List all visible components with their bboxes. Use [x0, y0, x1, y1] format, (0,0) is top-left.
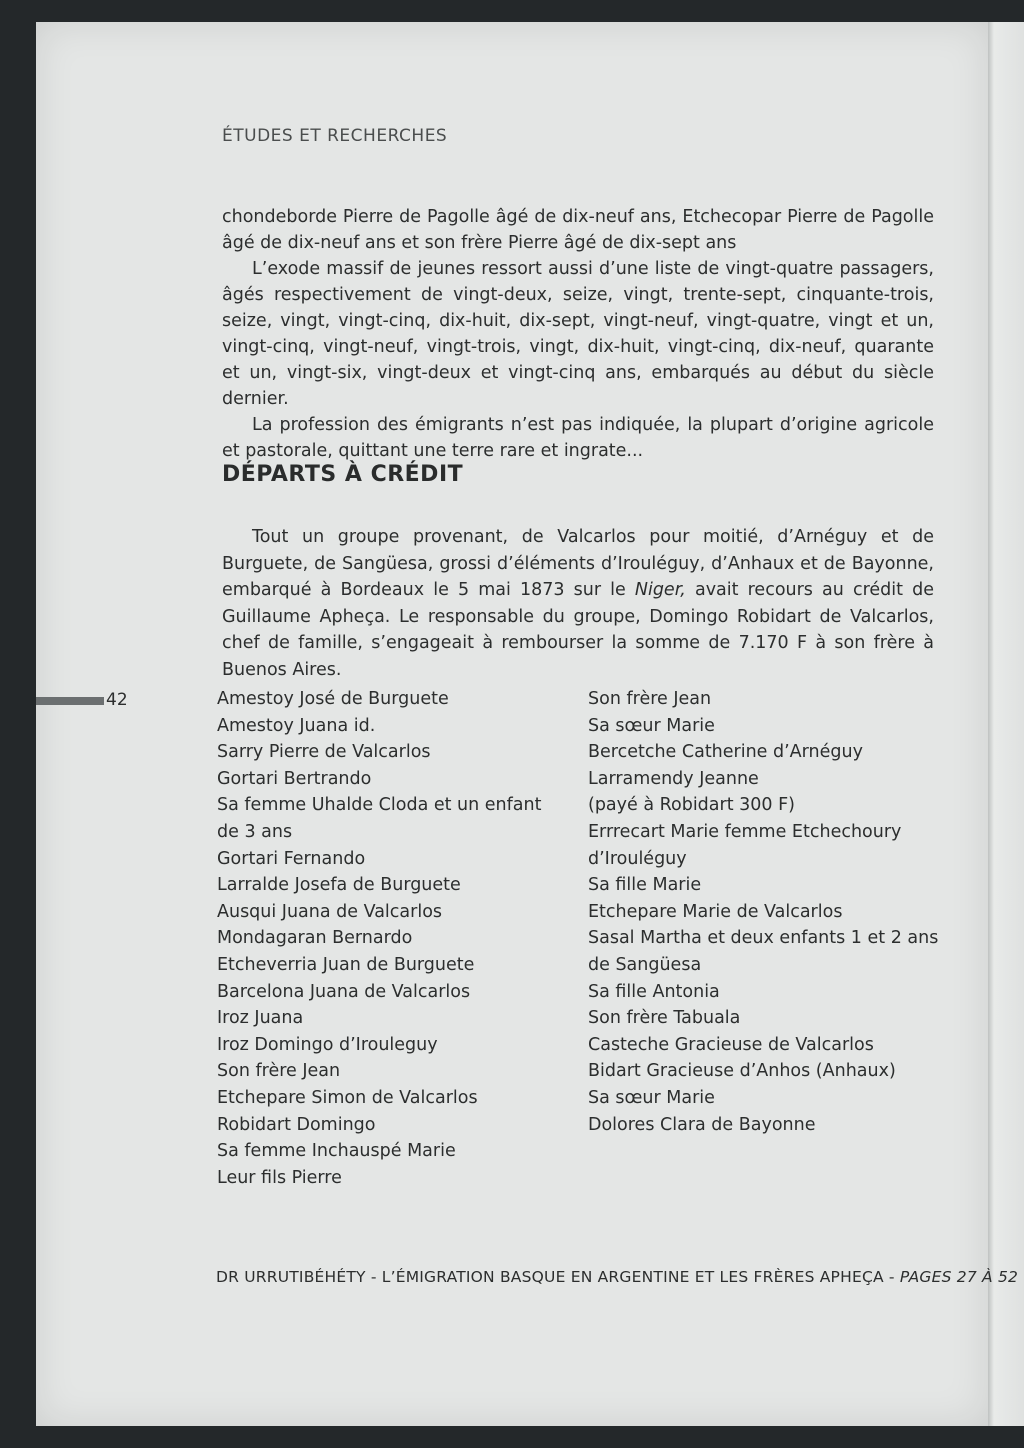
list-item: Larralde Josefa de Burguete [217, 875, 461, 896]
ship-name: Niger, [634, 580, 686, 600]
facing-page-edge [988, 22, 1024, 1426]
list-item: Sa sœur Marie [588, 715, 715, 736]
intro-paragraph-3: La profession des émigrants n’est pas indiquée, la plupart d’origine agricole et pastorale, quittant une terre rare et ingrate... [222, 415, 934, 461]
list-item: Etcheverria Juan de Burguete [217, 954, 475, 975]
list-item: Errrecart Marie femme Etchechoury [588, 821, 902, 842]
list-item: Sasal Martha et deux enfants 1 et 2 ans [588, 928, 939, 949]
list-item: Gortari Bertrando [217, 768, 372, 789]
list-item: Sa fille Marie [588, 875, 702, 896]
intro-paragraph-2: L’exode massif de jeunes ressort aussi d’une liste de vingt-quatre passagers, âgés respectivement de vingt-deux, seize, vingt, trente-sept, cinquante-trois, seize, vingt, vingt-cinq, dix-huit, dix-sept, vingt-neuf, vingt-quatre, vingt et un, vingt-cinq, vingt-neuf, vingt-trois, vingt, dix-huit, vingt-cinq, dix-neuf, quarante et un, vingt-six, vingt-deux et vingt-cinq ans, embarqués au début du siècle dernier. [222, 259, 934, 409]
list-item: (payé à Robidart 300 F) [588, 795, 795, 816]
list-item: Robidart Domingo [217, 1114, 376, 1135]
list-item: Amestoy Juana id. [217, 715, 376, 736]
list-item: d’Irouléguy [588, 848, 687, 869]
list-item: Amestoy José de Burguete [217, 689, 449, 709]
section-title: DÉPARTS À CRÉDIT [222, 462, 464, 487]
list-item: Etchepare Marie de Valcarlos [588, 901, 843, 922]
list-item: Bercetche Catherine d’Arnéguy [588, 742, 863, 763]
list-item: Leur fils Pierre [217, 1167, 342, 1188]
list-item: Larramendy Jeanne [588, 768, 759, 789]
list-item: Etchepare Simon de Valcarlos [217, 1087, 478, 1108]
intro-paragraph-1: chondeborde Pierre de Pagolle âgé de dix-neuf ans, Etchecopar Pierre de Pagolle âgé de dix-neuf ans et son frère Pierre âgé de dix-sept ans [222, 207, 934, 253]
footer-author-title: DR URRUTIBÉHÉTY - L’ÉMIGRATION BASQUE EN ARGENTINE ET LES FRÈRES APHEÇA - [216, 1268, 900, 1286]
list-item: Sa sœur Marie [588, 1087, 715, 1108]
credit-text-before: Tout un groupe provenant, de Valcarlos pour moitié, d’Arnéguy et de Burguete, de Sangüesa, grossi d’éléments d’Irouléguy, d’Anhaux et de Bayonne, embarqué à Bordeaux le 5 mai 1873 sur le [222, 527, 934, 600]
credit-paragraph-text [222, 524, 934, 683]
list-item: Iroz Juana [217, 1008, 304, 1029]
list-item: Sa femme Uhalde Cloda et un enfant de 3 ans [217, 795, 542, 842]
list-item: Son frère Tabuala [588, 1008, 741, 1029]
passenger-list-left [217, 686, 567, 1191]
footer-pages: PAGES 27 À 52 [899, 1268, 1019, 1286]
list-item: Sa fille Antonia [588, 981, 720, 1002]
list-item: Son frère Jean [217, 1061, 341, 1082]
credit-text-after: avait recours au crédit de Guillaume Apheça. Le responsable du groupe, Domingo Robidart de Valcarlos, chef de famille, s’engageait à rembourser la somme de 7.170 F à son frère à Buenos Aires. [222, 580, 934, 680]
list-item: Gortari Fernando [217, 848, 366, 869]
list-item: Son frère Jean [588, 689, 712, 709]
list-item: Casteche Gracieuse de Valcarlos [588, 1034, 874, 1055]
list-item: Dolores Clara de Bayonne [588, 1114, 816, 1135]
list-item: Sarry Pierre de Valcarlos [217, 742, 431, 763]
running-header: ÉTUDES ET RECHERCHES [222, 126, 448, 146]
list-item: Bidart Gracieuse d’Anhos (Anhaux) [588, 1061, 896, 1082]
page-footer [216, 1268, 1019, 1286]
list-item: Mondagaran Bernardo [217, 928, 413, 949]
page-marker [36, 697, 104, 705]
intro-text [222, 204, 934, 464]
credit-paragraph [222, 524, 934, 683]
passenger-list-right [588, 686, 938, 1138]
list-item: de Sangüesa [588, 954, 702, 975]
list-item: Ausqui Juana de Valcarlos [217, 901, 443, 922]
list-item: Barcelona Juana de Valcarlos [217, 981, 471, 1002]
page-number: 42 [106, 690, 128, 710]
list-item: Iroz Domingo d’Irouleguy [217, 1034, 438, 1055]
list-item: Sa femme Inchauspé Marie [217, 1141, 456, 1162]
